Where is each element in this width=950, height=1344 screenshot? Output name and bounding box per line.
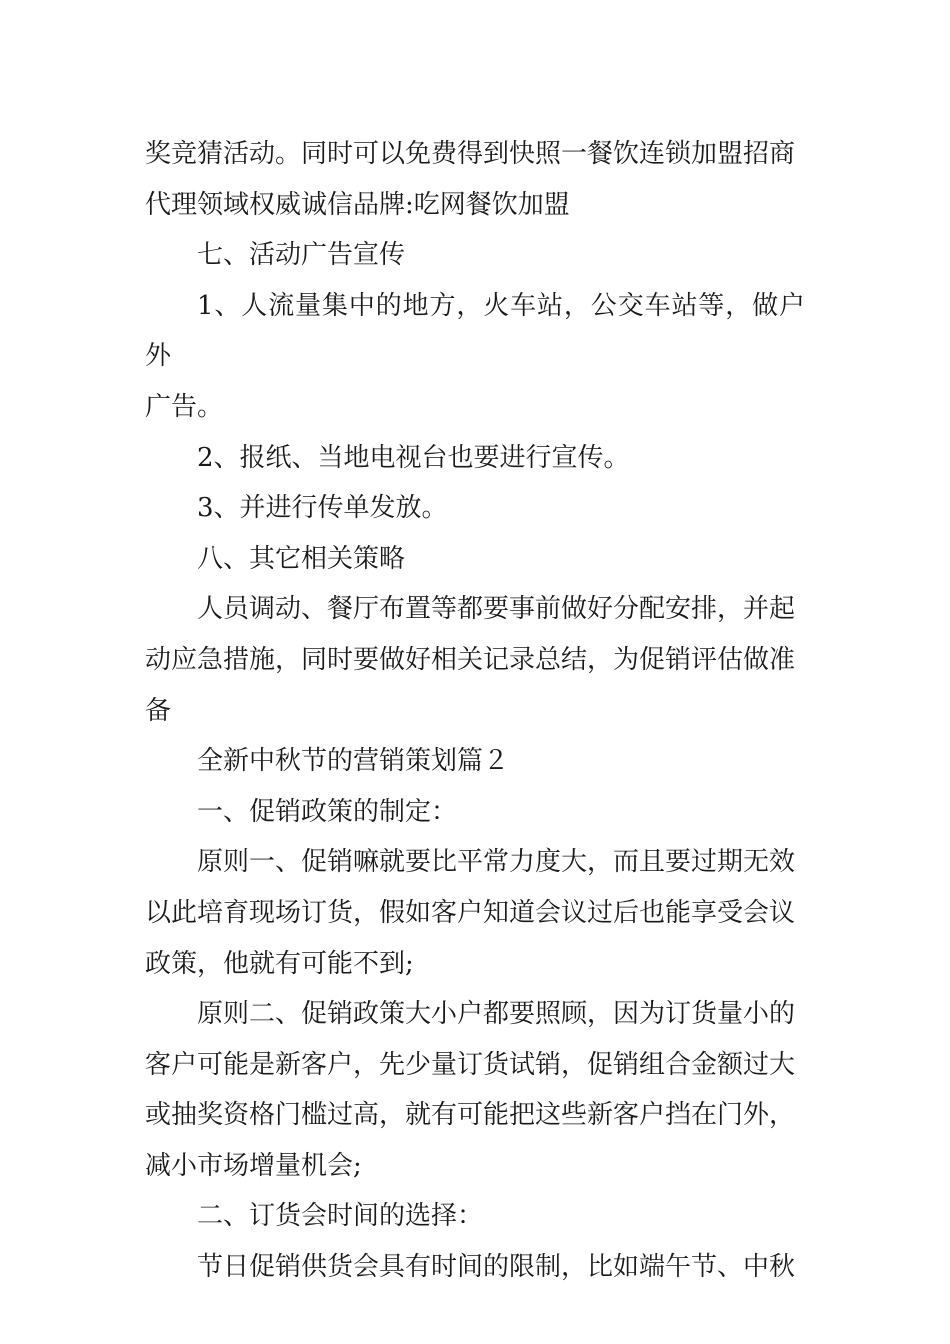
paragraph-principle-1: 原则一、促销嘛就要比平常力度大，而且要过期无效 以此培育现场订货，假如客户知道会议过后也能享受会议 政策，他就有可能不到;	[145, 847, 796, 979]
section-heading-other-strategies: 八、其它相关策略	[197, 543, 406, 574]
paragraph-item-2: 2、报纸、当地电视台也要进行宣传。	[197, 442, 630, 473]
article-title: 全新中秋节的营销策划篇２	[197, 746, 510, 777]
section-heading-promotion-policy: 一、促销政策的制定：	[197, 796, 458, 827]
paragraph-item-1: 1、人流量集中的地方，火车站，公交车站等，做户外 广告。	[145, 290, 805, 422]
section-heading-meeting-time: 二、订货会时间的选择：	[197, 1201, 484, 1232]
paragraph-principle-2: 原则二、促销政策大小户都要照顾，因为订货量小的 客户可能是新客户，先少量订货试销，促销组合金额过大 或抽奖资格门槛过高，就有可能把这些新客户挡在门外， 减小市场增量机会;	[145, 999, 796, 1181]
paragraph-meeting-time: 节日促销供货会具有时间的限制，比如端午节、中秋	[197, 1252, 796, 1283]
paragraph-item-3: 3、并进行传单发放。	[197, 493, 448, 524]
section-heading-advertising: 七、活动广告宣传	[197, 240, 406, 271]
document-body	[145, 129, 805, 1293]
paragraph-continued: 奖竞猜活动。同时可以免费得到快照一餐饮连锁加盟招商 代理领域权威诚信品牌:吃网餐饮加盟	[145, 139, 796, 220]
paragraph-strategies: 人员调动、餐厅布置等都要事前做好分配安排，并起 动应急措施，同时要做好相关记录总结，为促销评估做准 备	[145, 594, 796, 726]
